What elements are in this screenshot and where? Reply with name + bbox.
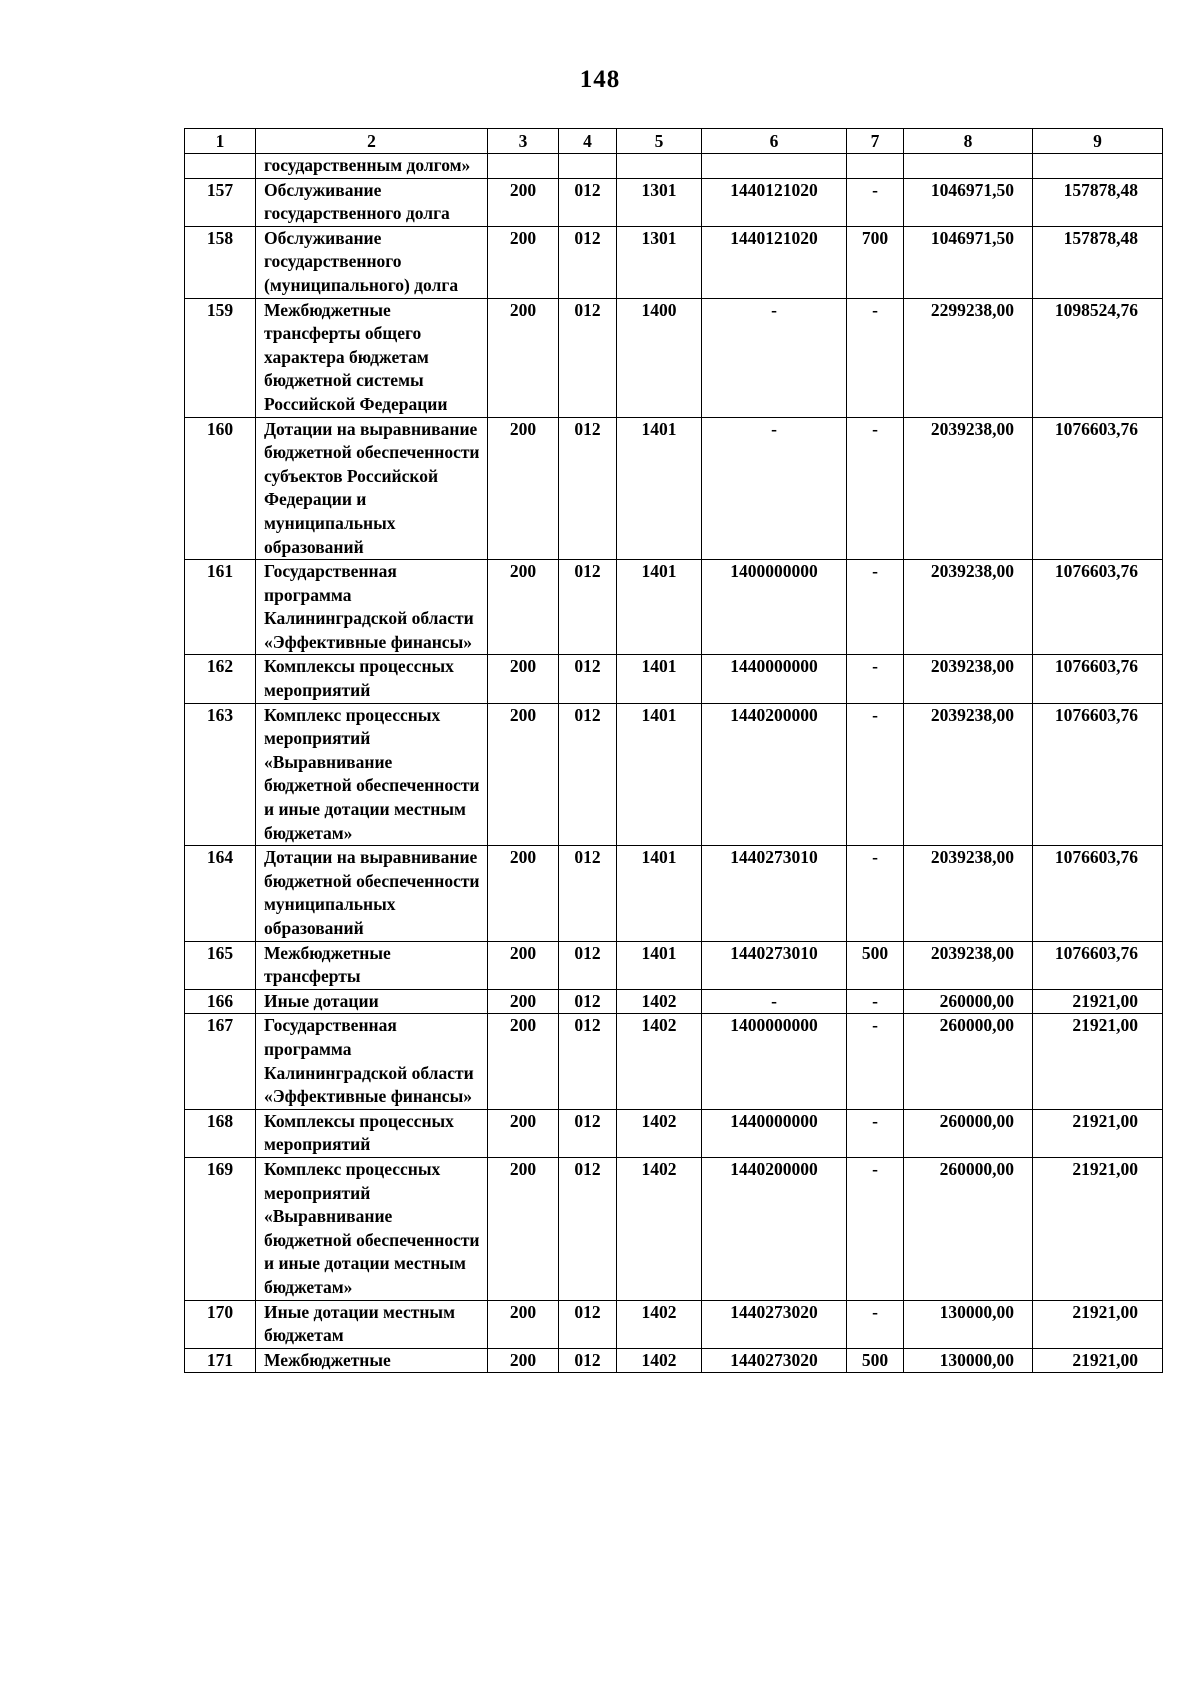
row-name-cell: Межбюджетные <box>256 1348 488 1373</box>
budget-table <box>184 128 1163 1373</box>
col-header-3: 3 <box>488 129 559 154</box>
row-col9-cell: 21921,00 <box>1033 989 1163 1014</box>
row-col7-cell: - <box>847 1300 904 1348</box>
col-header-6: 6 <box>702 129 847 154</box>
row-number-cell: 165 <box>185 941 256 989</box>
row-col7-cell: 500 <box>847 941 904 989</box>
row-col4-cell: 012 <box>559 417 617 560</box>
row-col7-cell: - <box>847 1014 904 1109</box>
row-name-cell: Государственная программа Калининградской области «Эффективные финансы» <box>256 560 488 655</box>
row-col3-cell: 200 <box>488 703 559 846</box>
row-col8-cell: 2299238,00 <box>904 298 1033 417</box>
row-col3-cell: 200 <box>488 1300 559 1348</box>
row-col6-cell: - <box>702 417 847 560</box>
row-name-cell: Межбюджетные трансферты общего характера бюджетам бюджетной системы Российской Федерации <box>256 298 488 417</box>
row-col4-cell: 012 <box>559 703 617 846</box>
row-col7-cell: - <box>847 989 904 1014</box>
row-number-cell: 159 <box>185 298 256 417</box>
row-col9-cell: 1076603,76 <box>1033 846 1163 941</box>
col-header-4: 4 <box>559 129 617 154</box>
row-col9-cell: 21921,00 <box>1033 1109 1163 1157</box>
row-col3-cell: 200 <box>488 178 559 226</box>
row-col7-cell: - <box>847 703 904 846</box>
table-row <box>185 1157 1163 1300</box>
row-number-cell: 164 <box>185 846 256 941</box>
row-col5-cell: 1402 <box>617 1300 702 1348</box>
row-col8-cell: 2039238,00 <box>904 655 1033 703</box>
row-col8-cell: 130000,00 <box>904 1348 1033 1373</box>
row-col9-cell: 21921,00 <box>1033 1300 1163 1348</box>
row-col5-cell: 1401 <box>617 846 702 941</box>
row-col8-cell: 2039238,00 <box>904 560 1033 655</box>
col-header-5: 5 <box>617 129 702 154</box>
row-col4-cell: 012 <box>559 1348 617 1373</box>
row-col6-cell: - <box>702 298 847 417</box>
table-body <box>185 154 1163 1373</box>
row-col9-cell: 21921,00 <box>1033 1348 1163 1373</box>
row-col9-cell: 21921,00 <box>1033 1014 1163 1109</box>
row-col8-cell <box>904 154 1033 179</box>
row-col7-cell: - <box>847 178 904 226</box>
row-col5-cell: 1400 <box>617 298 702 417</box>
row-col7-cell: - <box>847 298 904 417</box>
row-col3-cell: 200 <box>488 226 559 298</box>
row-col5-cell <box>617 154 702 179</box>
row-col4-cell: 012 <box>559 1109 617 1157</box>
table-row <box>185 560 1163 655</box>
row-col3-cell: 200 <box>488 941 559 989</box>
row-col8-cell: 260000,00 <box>904 989 1033 1014</box>
col-header-1: 1 <box>185 129 256 154</box>
row-col5-cell: 1402 <box>617 1157 702 1300</box>
row-col8-cell: 2039238,00 <box>904 941 1033 989</box>
row-name-cell: Государственная программа Калининградской области «Эффективные финансы» <box>256 1014 488 1109</box>
row-name-cell: Дотации на выравнивание бюджетной обеспеченности муниципальных образований <box>256 846 488 941</box>
table-row <box>185 989 1163 1014</box>
row-col4-cell: 012 <box>559 655 617 703</box>
row-col6-cell: 1440000000 <box>702 1109 847 1157</box>
row-number-cell: 169 <box>185 1157 256 1300</box>
row-col7-cell: 700 <box>847 226 904 298</box>
row-col8-cell: 130000,00 <box>904 1300 1033 1348</box>
row-col9-cell <box>1033 154 1163 179</box>
row-col4-cell: 012 <box>559 989 617 1014</box>
row-col4-cell: 012 <box>559 560 617 655</box>
row-number-cell: 163 <box>185 703 256 846</box>
row-col4-cell: 012 <box>559 1157 617 1300</box>
row-col3-cell: 200 <box>488 298 559 417</box>
row-name-cell: Обслуживание государственного долга <box>256 178 488 226</box>
row-name-cell: Обслуживание государственного (муниципального) долга <box>256 226 488 298</box>
row-col7-cell: - <box>847 846 904 941</box>
row-col9-cell: 21921,00 <box>1033 1157 1163 1300</box>
row-col3-cell: 200 <box>488 1348 559 1373</box>
header-row <box>185 129 1163 154</box>
row-col8-cell: 2039238,00 <box>904 417 1033 560</box>
row-col7-cell <box>847 154 904 179</box>
row-col6-cell: - <box>702 989 847 1014</box>
table-row <box>185 655 1163 703</box>
row-col7-cell: - <box>847 1157 904 1300</box>
row-col6-cell: 1440200000 <box>702 703 847 846</box>
table-row <box>185 1014 1163 1109</box>
table-row <box>185 1109 1163 1157</box>
row-col5-cell: 1402 <box>617 1014 702 1109</box>
row-col9-cell: 1076603,76 <box>1033 560 1163 655</box>
row-col9-cell: 1076603,76 <box>1033 417 1163 560</box>
row-col5-cell: 1402 <box>617 1348 702 1373</box>
col-header-2: 2 <box>256 129 488 154</box>
table-row <box>185 941 1163 989</box>
row-col6-cell: 1440273010 <box>702 846 847 941</box>
row-col3-cell: 200 <box>488 1109 559 1157</box>
row-col9-cell: 1076603,76 <box>1033 941 1163 989</box>
row-col8-cell: 260000,00 <box>904 1014 1033 1109</box>
table-row <box>185 703 1163 846</box>
row-col9-cell: 157878,48 <box>1033 178 1163 226</box>
row-name-cell: Комплекс процессных мероприятий «Выравнивание бюджетной обеспеченности и иные дотации местным бюджетам» <box>256 703 488 846</box>
table-row <box>185 846 1163 941</box>
row-col5-cell: 1301 <box>617 178 702 226</box>
row-number-cell: 158 <box>185 226 256 298</box>
row-col6-cell: 1440273020 <box>702 1348 847 1373</box>
row-col4-cell: 012 <box>559 1300 617 1348</box>
row-number-cell: 170 <box>185 1300 256 1348</box>
row-col5-cell: 1401 <box>617 417 702 560</box>
row-col7-cell: - <box>847 417 904 560</box>
row-col4-cell: 012 <box>559 846 617 941</box>
table-row <box>185 154 1163 179</box>
row-name-cell: Иные дотации местным бюджетам <box>256 1300 488 1348</box>
row-col5-cell: 1401 <box>617 560 702 655</box>
row-col3-cell: 200 <box>488 846 559 941</box>
row-col6-cell: 1440000000 <box>702 655 847 703</box>
table-row <box>185 226 1163 298</box>
row-col4-cell: 012 <box>559 941 617 989</box>
page-number: 148 <box>579 66 621 93</box>
row-col7-cell: - <box>847 1109 904 1157</box>
row-col6-cell: 1400000000 <box>702 1014 847 1109</box>
row-col8-cell: 2039238,00 <box>904 703 1033 846</box>
row-col9-cell: 1076603,76 <box>1033 655 1163 703</box>
row-col3-cell: 200 <box>488 1014 559 1109</box>
row-col9-cell: 1098524,76 <box>1033 298 1163 417</box>
row-col3-cell: 200 <box>488 1157 559 1300</box>
row-col8-cell: 2039238,00 <box>904 846 1033 941</box>
row-col7-cell: - <box>847 655 904 703</box>
row-name-cell: Дотации на выравнивание бюджетной обеспеченности субъектов Российской Федерации и муниципальных образований <box>256 417 488 560</box>
row-number-cell <box>185 154 256 179</box>
row-col5-cell: 1402 <box>617 1109 702 1157</box>
row-col3-cell: 200 <box>488 417 559 560</box>
table-row <box>185 1348 1163 1373</box>
row-col3-cell: 200 <box>488 655 559 703</box>
row-number-cell: 161 <box>185 560 256 655</box>
row-number-cell: 160 <box>185 417 256 560</box>
row-col6-cell <box>702 154 847 179</box>
row-col4-cell <box>559 154 617 179</box>
row-col6-cell: 1440121020 <box>702 178 847 226</box>
row-name-cell: Межбюджетные трансферты <box>256 941 488 989</box>
row-name-cell: Комплексы процессных мероприятий <box>256 655 488 703</box>
row-number-cell: 171 <box>185 1348 256 1373</box>
row-col6-cell: 1400000000 <box>702 560 847 655</box>
row-col7-cell: 500 <box>847 1348 904 1373</box>
table-row <box>185 298 1163 417</box>
row-number-cell: 157 <box>185 178 256 226</box>
row-number-cell: 166 <box>185 989 256 1014</box>
col-header-9: 9 <box>1033 129 1163 154</box>
row-col4-cell: 012 <box>559 298 617 417</box>
row-col5-cell: 1401 <box>617 941 702 989</box>
row-col6-cell: 1440273020 <box>702 1300 847 1348</box>
table-header <box>185 129 1163 154</box>
table-row <box>185 178 1163 226</box>
col-header-7: 7 <box>847 129 904 154</box>
row-number-cell: 167 <box>185 1014 256 1109</box>
table-row <box>185 1300 1163 1348</box>
row-name-cell: Иные дотации <box>256 989 488 1014</box>
row-col8-cell: 260000,00 <box>904 1109 1033 1157</box>
row-col8-cell: 1046971,50 <box>904 178 1033 226</box>
row-col7-cell: - <box>847 560 904 655</box>
row-col4-cell: 012 <box>559 1014 617 1109</box>
row-col3-cell: 200 <box>488 989 559 1014</box>
row-col8-cell: 1046971,50 <box>904 226 1033 298</box>
row-col4-cell: 012 <box>559 178 617 226</box>
row-col3-cell: 200 <box>488 560 559 655</box>
col-header-8: 8 <box>904 129 1033 154</box>
row-col4-cell: 012 <box>559 226 617 298</box>
row-col6-cell: 1440200000 <box>702 1157 847 1300</box>
row-number-cell: 162 <box>185 655 256 703</box>
row-col8-cell: 260000,00 <box>904 1157 1033 1300</box>
row-col9-cell: 157878,48 <box>1033 226 1163 298</box>
row-col6-cell: 1440121020 <box>702 226 847 298</box>
budget-table-container <box>184 128 1163 1373</box>
row-col5-cell: 1301 <box>617 226 702 298</box>
row-col3-cell <box>488 154 559 179</box>
row-name-cell: Комплексы процессных мероприятий <box>256 1109 488 1157</box>
row-name-cell: государственным долгом» <box>256 154 488 179</box>
row-number-cell: 168 <box>185 1109 256 1157</box>
row-col9-cell: 1076603,76 <box>1033 703 1163 846</box>
row-col5-cell: 1402 <box>617 989 702 1014</box>
row-col6-cell: 1440273010 <box>702 941 847 989</box>
row-col5-cell: 1401 <box>617 703 702 846</box>
row-col5-cell: 1401 <box>617 655 702 703</box>
table-row <box>185 417 1163 560</box>
row-name-cell: Комплекс процессных мероприятий «Выравнивание бюджетной обеспеченности и иные дотации местным бюджетам» <box>256 1157 488 1300</box>
